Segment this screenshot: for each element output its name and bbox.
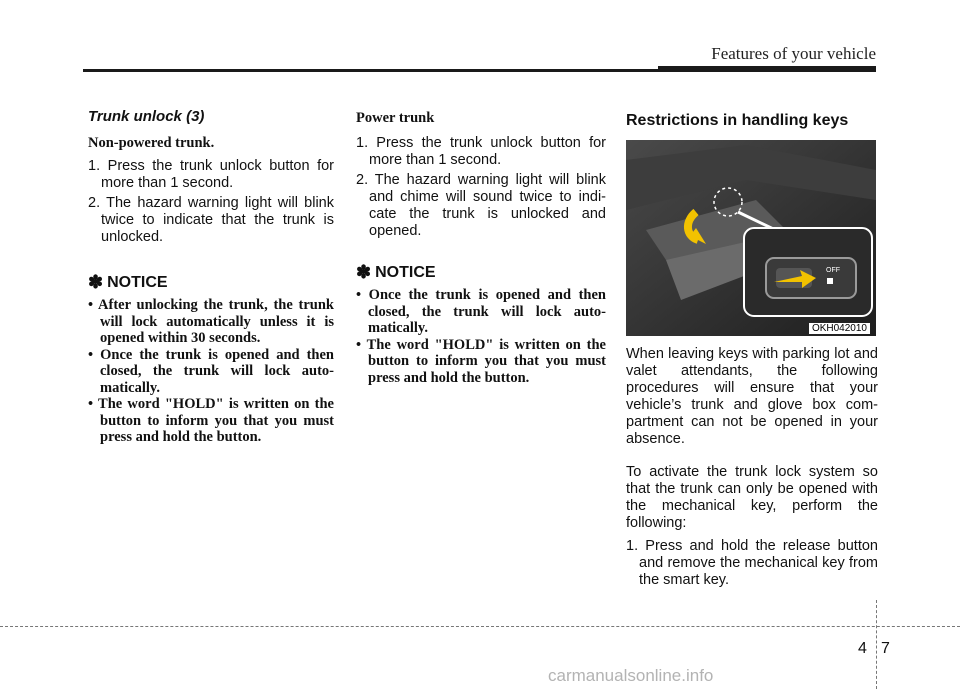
non-powered-trunk-subheading: Non-powered trunk.: [88, 135, 215, 151]
notice-label: NOTICE: [375, 263, 436, 281]
notice-heading: [88, 272, 334, 293]
restrictions-heading: Restrictions in handling keys: [626, 112, 849, 129]
off-label: OFF: [826, 267, 840, 274]
column-middle: [356, 108, 606, 386]
header-rule-accent: [658, 66, 876, 72]
chapter-number: 4: [858, 640, 867, 657]
step-item: 1. Press the trunk unlock button for more than 1 second.: [88, 158, 334, 191]
notice-bullet: • Once the trunk is opened and then closed, the trunk will lock auto-matically.: [88, 346, 334, 396]
lock-icon: [827, 278, 833, 284]
notice-bullet: • The word "HOLD" is written on the button to inform you that you must press and hold the button.: [356, 336, 606, 386]
step-item: 2. The hazard warning light will blink and chime will sound twice to indi-cate the trunk is unlocked and opened.: [356, 172, 606, 239]
step-item: 2. The hazard warning light will blink twice to indicate that the trunk is unlocked.: [88, 195, 334, 245]
column-left: [88, 108, 334, 446]
glove-box-photo: [626, 140, 876, 336]
cross-star-icon: ✽: [88, 272, 104, 292]
footer-divider: [876, 600, 877, 689]
cross-star-icon: ✽: [356, 262, 372, 282]
paragraph: When leaving keys with parking lot and valet attendants, the following procedures will ensure that your vehicle’s trunk and glove box com-partment can not be opened in your absence.: [626, 346, 878, 447]
power-trunk-subheading: Power trunk: [356, 110, 435, 126]
footer-rule: [0, 626, 960, 627]
section-header-title: Features of your vehicle: [711, 44, 876, 63]
notice-label: NOTICE: [107, 273, 168, 291]
notice-heading: [356, 262, 606, 283]
column-right: [626, 108, 878, 592]
page-number: 7: [881, 640, 890, 657]
step-item: 1. Press and hold the release button and remove the mechanical key from the smart key.: [626, 538, 878, 588]
notice-bullet: • After unlocking the trunk, the trunk will lock automatically unless it is opened within 30 seconds.: [88, 297, 334, 346]
step-item: 1. Press the trunk unlock button for more than 1 second.: [356, 135, 606, 168]
image-caption: OKH042010: [809, 323, 870, 334]
watermark: carmanualsonline.info: [548, 666, 714, 685]
glove-box-illustration: [626, 140, 876, 336]
notice-bullet: • Once the trunk is opened and then closed, the trunk will lock auto-matically.: [356, 287, 606, 336]
trunk-unlock-heading: Trunk unlock (3): [88, 108, 205, 125]
paragraph: To activate the trunk lock system so that the trunk can only be opened with the mechanical key, perform the following:: [626, 464, 878, 531]
notice-bullet: • The word "HOLD" is written on the button to inform you that you must press and hold the button.: [88, 396, 334, 445]
